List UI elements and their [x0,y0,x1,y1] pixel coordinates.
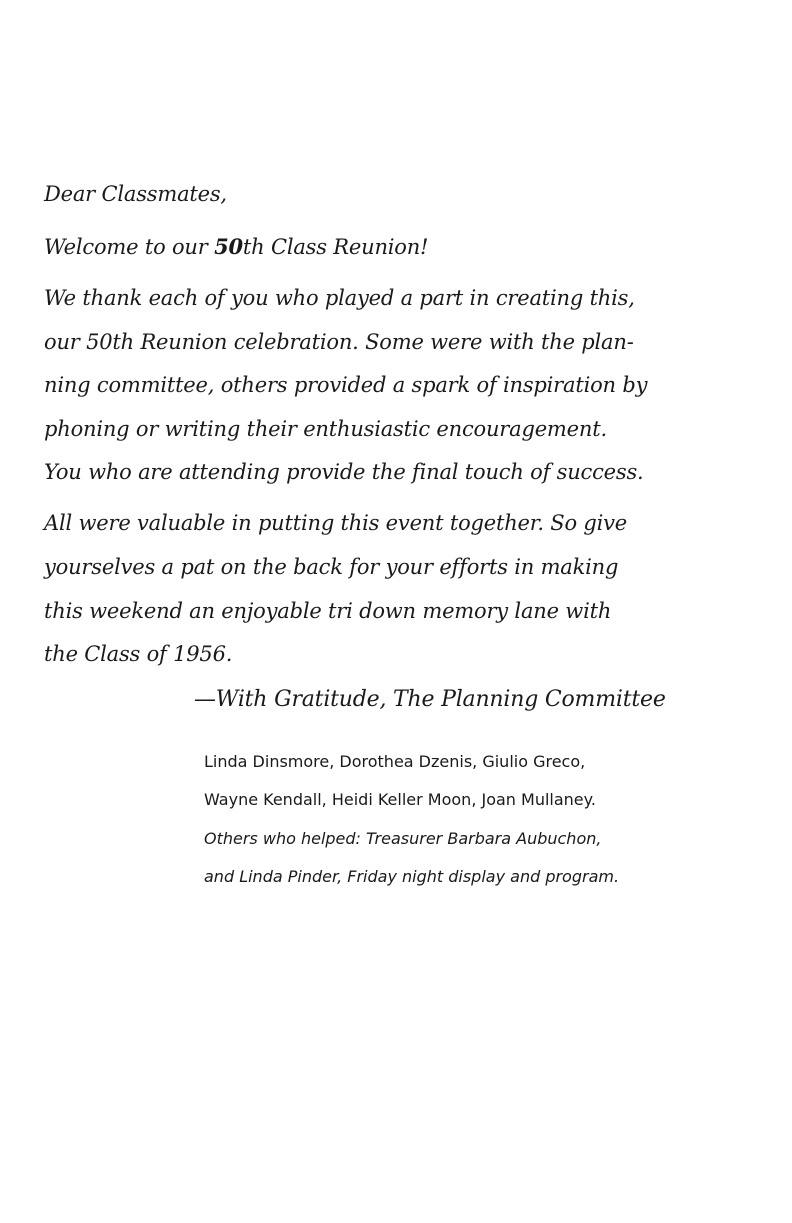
letter-body-line: yourselves a pat on the back for your efforts in making [44,555,619,579]
letter-body-line: You who are attending provide the final touch of success. [44,460,644,484]
committee-members-line: Wayne Kendall, Heidi Keller Moon, Joan Mullaney. [204,790,596,809]
letter-body-line: our 50th Reunion celebration. Some were with the plan- [44,330,634,354]
welcome-line [44,234,428,259]
helpers-line: Others who helped: Treasurer Barbara Aubuchon, [204,829,602,848]
letter-greeting: Dear Classmates, [44,182,227,206]
letter-body-line: ning committee, others provided a spark of inspiration by [44,373,648,397]
letter-body-line: phoning or writing their enthusiastic encouragement. [44,417,607,441]
letter-body-line: We thank each of you who played a part in creating this, [44,286,635,310]
letter-body-line: All were valuable in putting this event together. So give [44,511,628,535]
letter-body-line: the Class of 1956. [44,642,233,666]
welcome-prefix: Welcome to our [44,235,215,259]
welcome-suffix: th Class Reunion! [242,235,429,259]
helpers-line: and Linda Pinder, Friday night display and program. [204,867,620,886]
committee-members-line: Linda Dinsmore, Dorothea Dzenis, Giulio Greco, [204,752,586,771]
welcome-number: 50 [214,234,243,259]
letter-body-line: this weekend an enjoyable tri down memory lane with [44,599,612,623]
letter-signoff: —With Gratitude, The Planning Committee [194,687,666,712]
